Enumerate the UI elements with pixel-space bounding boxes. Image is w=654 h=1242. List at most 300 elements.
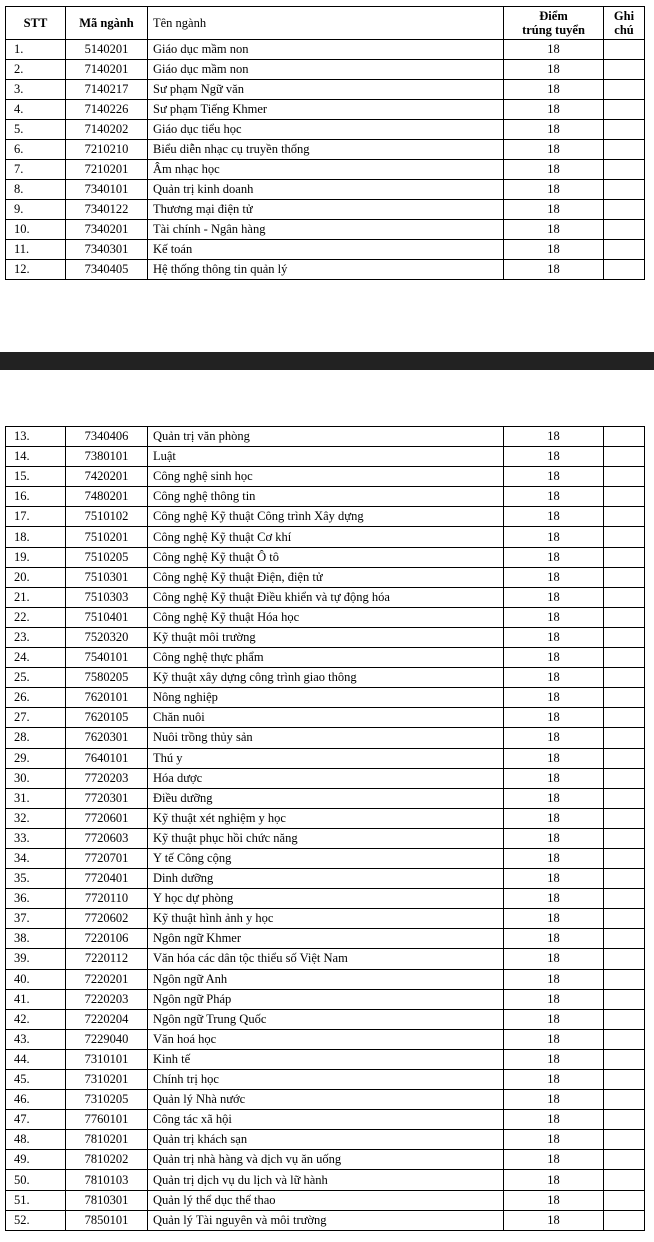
row-stt: 5. bbox=[6, 120, 66, 140]
table-row bbox=[6, 648, 645, 668]
row-note bbox=[604, 1009, 645, 1029]
table-row bbox=[6, 487, 645, 507]
table-row bbox=[6, 120, 645, 140]
row-stt: 20. bbox=[6, 567, 66, 587]
row-code: 5140201 bbox=[66, 40, 148, 60]
row-stt: 42. bbox=[6, 1009, 66, 1029]
row-note bbox=[604, 587, 645, 607]
row-note bbox=[604, 969, 645, 989]
table-row bbox=[6, 708, 645, 728]
row-score: 18 bbox=[504, 240, 604, 260]
row-note bbox=[604, 200, 645, 220]
row-name: Nuôi trồng thủy sản bbox=[148, 728, 504, 748]
row-code: 7310201 bbox=[66, 1070, 148, 1090]
row-score: 18 bbox=[504, 527, 604, 547]
table-row bbox=[6, 788, 645, 808]
row-stt: 18. bbox=[6, 527, 66, 547]
row-stt: 3. bbox=[6, 80, 66, 100]
row-stt: 27. bbox=[6, 708, 66, 728]
row-note bbox=[604, 140, 645, 160]
row-name: Ngôn ngữ Anh bbox=[148, 969, 504, 989]
table-row bbox=[6, 889, 645, 909]
row-score: 18 bbox=[504, 587, 604, 607]
row-score: 18 bbox=[504, 668, 604, 688]
row-code: 7510301 bbox=[66, 567, 148, 587]
row-note bbox=[604, 768, 645, 788]
table-row bbox=[6, 1190, 645, 1210]
row-note bbox=[604, 220, 645, 240]
row-score: 18 bbox=[504, 869, 604, 889]
row-score: 18 bbox=[504, 567, 604, 587]
row-code: 7220201 bbox=[66, 969, 148, 989]
row-name: Nông nghiệp bbox=[148, 688, 504, 708]
row-stt: 10. bbox=[6, 220, 66, 240]
row-note bbox=[604, 869, 645, 889]
row-score: 18 bbox=[504, 909, 604, 929]
row-stt: 12. bbox=[6, 260, 66, 280]
row-stt: 4. bbox=[6, 100, 66, 120]
row-code: 7520320 bbox=[66, 627, 148, 647]
row-code: 7850101 bbox=[66, 1210, 148, 1230]
row-name: Thương mại điện tử bbox=[148, 200, 504, 220]
row-score: 18 bbox=[504, 1029, 604, 1049]
row-stt: 13. bbox=[6, 427, 66, 447]
table-row bbox=[6, 848, 645, 868]
row-note bbox=[604, 909, 645, 929]
row-name: Quản trị văn phòng bbox=[148, 427, 504, 447]
row-code: 7720601 bbox=[66, 808, 148, 828]
row-stt: 24. bbox=[6, 648, 66, 668]
row-stt: 19. bbox=[6, 547, 66, 567]
row-score: 18 bbox=[504, 80, 604, 100]
table-row bbox=[6, 140, 645, 160]
row-score: 18 bbox=[504, 788, 604, 808]
row-score: 18 bbox=[504, 160, 604, 180]
row-note bbox=[604, 447, 645, 467]
table-row bbox=[6, 668, 645, 688]
row-code: 7220204 bbox=[66, 1009, 148, 1029]
table-row bbox=[6, 627, 645, 647]
row-code: 7510401 bbox=[66, 607, 148, 627]
row-code: 7720110 bbox=[66, 889, 148, 909]
row-code: 7480201 bbox=[66, 487, 148, 507]
table-row bbox=[6, 200, 645, 220]
row-score: 18 bbox=[504, 889, 604, 909]
admission-table-part2 bbox=[5, 426, 645, 1231]
row-name: Tài chính - Ngân hàng bbox=[148, 220, 504, 240]
row-stt: 45. bbox=[6, 1070, 66, 1090]
row-note bbox=[604, 1049, 645, 1069]
row-name: Công nghệ Kỹ thuật Cơ khí bbox=[148, 527, 504, 547]
row-note bbox=[604, 1090, 645, 1110]
row-stt: 7. bbox=[6, 160, 66, 180]
row-note bbox=[604, 487, 645, 507]
row-name: Chăn nuôi bbox=[148, 708, 504, 728]
row-name: Công nghệ Kỹ thuật Công trình Xây dựng bbox=[148, 507, 504, 527]
row-score: 18 bbox=[504, 220, 604, 240]
row-name: Ngôn ngữ Pháp bbox=[148, 989, 504, 1009]
row-score: 18 bbox=[504, 768, 604, 788]
row-name: Kinh tế bbox=[148, 1049, 504, 1069]
row-stt: 43. bbox=[6, 1029, 66, 1049]
row-stt: 49. bbox=[6, 1150, 66, 1170]
row-stt: 35. bbox=[6, 869, 66, 889]
row-note bbox=[604, 1150, 645, 1170]
row-note bbox=[604, 1190, 645, 1210]
table-row bbox=[6, 1130, 645, 1150]
row-score: 18 bbox=[504, 1049, 604, 1069]
row-name: Y tế Công cộng bbox=[148, 848, 504, 868]
row-stt: 15. bbox=[6, 467, 66, 487]
row-stt: 16. bbox=[6, 487, 66, 507]
table-row bbox=[6, 220, 645, 240]
row-name: Sư phạm Ngữ văn bbox=[148, 80, 504, 100]
row-score: 18 bbox=[504, 487, 604, 507]
row-note bbox=[604, 728, 645, 748]
table-row bbox=[6, 80, 645, 100]
table-row bbox=[6, 1009, 645, 1029]
row-note bbox=[604, 1130, 645, 1150]
row-note bbox=[604, 808, 645, 828]
row-score: 18 bbox=[504, 969, 604, 989]
row-stt: 34. bbox=[6, 848, 66, 868]
row-stt: 40. bbox=[6, 969, 66, 989]
row-name: Hệ thống thông tin quản lý bbox=[148, 260, 504, 280]
row-code: 7540101 bbox=[66, 648, 148, 668]
row-score: 18 bbox=[504, 949, 604, 969]
row-note bbox=[604, 240, 645, 260]
row-note bbox=[604, 40, 645, 60]
table-body-part2 bbox=[6, 427, 645, 1231]
row-stt: 37. bbox=[6, 909, 66, 929]
row-note bbox=[604, 627, 645, 647]
row-stt: 52. bbox=[6, 1210, 66, 1230]
row-stt: 36. bbox=[6, 889, 66, 909]
row-code: 7720602 bbox=[66, 909, 148, 929]
row-name: Kỹ thuật xây dựng công trình giao thông bbox=[148, 668, 504, 688]
row-score: 18 bbox=[504, 200, 604, 220]
row-name: Công nghệ thực phẩm bbox=[148, 648, 504, 668]
row-code: 7510102 bbox=[66, 507, 148, 527]
row-score: 18 bbox=[504, 120, 604, 140]
row-note bbox=[604, 1070, 645, 1090]
row-name: Y học dự phòng bbox=[148, 889, 504, 909]
row-code: 7810301 bbox=[66, 1190, 148, 1210]
header-note bbox=[604, 7, 645, 40]
row-note bbox=[604, 989, 645, 1009]
table-row bbox=[6, 180, 645, 200]
row-code: 7220106 bbox=[66, 929, 148, 949]
row-code: 7810202 bbox=[66, 1150, 148, 1170]
row-stt: 14. bbox=[6, 447, 66, 467]
row-name: Quản trị kinh doanh bbox=[148, 180, 504, 200]
table-row bbox=[6, 929, 645, 949]
row-note bbox=[604, 1210, 645, 1230]
row-score: 18 bbox=[504, 929, 604, 949]
row-score: 18 bbox=[504, 748, 604, 768]
row-note bbox=[604, 828, 645, 848]
row-name: Quản trị dịch vụ du lịch và lữ hành bbox=[148, 1170, 504, 1190]
row-note bbox=[604, 467, 645, 487]
row-score: 18 bbox=[504, 728, 604, 748]
table-row bbox=[6, 427, 645, 447]
row-name: Giáo dục mầm non bbox=[148, 60, 504, 80]
table-row bbox=[6, 60, 645, 80]
row-name: Hóa dược bbox=[148, 768, 504, 788]
row-score: 18 bbox=[504, 507, 604, 527]
table-row bbox=[6, 1110, 645, 1130]
row-note bbox=[604, 949, 645, 969]
row-score: 18 bbox=[504, 260, 604, 280]
row-note bbox=[604, 547, 645, 567]
row-stt: 8. bbox=[6, 180, 66, 200]
table-row bbox=[6, 527, 645, 547]
row-name: Điều dưỡng bbox=[148, 788, 504, 808]
row-name: Kỹ thuật hình ảnh y học bbox=[148, 909, 504, 929]
row-stt: 25. bbox=[6, 668, 66, 688]
row-name: Biểu diễn nhạc cụ truyền thống bbox=[148, 140, 504, 160]
row-note bbox=[604, 180, 645, 200]
row-name: Công nghệ sinh học bbox=[148, 467, 504, 487]
row-note bbox=[604, 848, 645, 868]
table-row bbox=[6, 467, 645, 487]
table-row bbox=[6, 507, 645, 527]
table-row bbox=[6, 808, 645, 828]
table-row bbox=[6, 828, 645, 848]
row-stt: 1. bbox=[6, 40, 66, 60]
row-score: 18 bbox=[504, 1150, 604, 1170]
row-name: Kế toán bbox=[148, 240, 504, 260]
row-score: 18 bbox=[504, 648, 604, 668]
row-code: 7340301 bbox=[66, 240, 148, 260]
row-name: Sư phạm Tiếng Khmer bbox=[148, 100, 504, 120]
row-score: 18 bbox=[504, 1130, 604, 1150]
row-name: Kỹ thuật phục hồi chức năng bbox=[148, 828, 504, 848]
table-header-row bbox=[6, 7, 645, 40]
row-code: 7340201 bbox=[66, 220, 148, 240]
row-stt: 28. bbox=[6, 728, 66, 748]
row-code: 7510201 bbox=[66, 527, 148, 547]
row-name: Công nghệ thông tin bbox=[148, 487, 504, 507]
row-note bbox=[604, 688, 645, 708]
row-name: Âm nhạc học bbox=[148, 160, 504, 180]
table-row bbox=[6, 969, 645, 989]
row-stt: 44. bbox=[6, 1049, 66, 1069]
row-stt: 39. bbox=[6, 949, 66, 969]
row-code: 7810201 bbox=[66, 1130, 148, 1150]
row-note bbox=[604, 427, 645, 447]
table-row bbox=[6, 260, 645, 280]
row-name: Giáo dục tiểu học bbox=[148, 120, 504, 140]
row-name: Kỹ thuật xét nghiệm y học bbox=[148, 808, 504, 828]
row-code: 7380101 bbox=[66, 447, 148, 467]
row-stt: 48. bbox=[6, 1130, 66, 1150]
table-row bbox=[6, 160, 645, 180]
page-divider bbox=[0, 352, 654, 370]
row-code: 7340405 bbox=[66, 260, 148, 280]
admission-table-part1 bbox=[5, 6, 645, 280]
row-stt: 6. bbox=[6, 140, 66, 160]
row-note bbox=[604, 1029, 645, 1049]
table-row bbox=[6, 1210, 645, 1230]
row-code: 7310101 bbox=[66, 1049, 148, 1069]
row-name: Văn hoá học bbox=[148, 1029, 504, 1049]
row-code: 7420201 bbox=[66, 467, 148, 487]
row-stt: 32. bbox=[6, 808, 66, 828]
row-stt: 29. bbox=[6, 748, 66, 768]
row-score: 18 bbox=[504, 467, 604, 487]
table-row bbox=[6, 1150, 645, 1170]
row-note bbox=[604, 607, 645, 627]
row-code: 7720301 bbox=[66, 788, 148, 808]
row-name: Quản trị nhà hàng và dịch vụ ăn uống bbox=[148, 1150, 504, 1170]
row-name: Kỹ thuật môi trường bbox=[148, 627, 504, 647]
table-row bbox=[6, 567, 645, 587]
table-row bbox=[6, 728, 645, 748]
row-stt: 11. bbox=[6, 240, 66, 260]
row-code: 7720203 bbox=[66, 768, 148, 788]
row-code: 7140201 bbox=[66, 60, 148, 80]
row-score: 18 bbox=[504, 989, 604, 1009]
row-code: 7720401 bbox=[66, 869, 148, 889]
row-score: 18 bbox=[504, 427, 604, 447]
row-note bbox=[604, 527, 645, 547]
row-name: Công nghệ Kỹ thuật Điều khiển và tự động hóa bbox=[148, 587, 504, 607]
row-score: 18 bbox=[504, 1170, 604, 1190]
row-code: 7720701 bbox=[66, 848, 148, 868]
table-row bbox=[6, 869, 645, 889]
table-row bbox=[6, 547, 645, 567]
row-stt: 22. bbox=[6, 607, 66, 627]
header-score bbox=[504, 7, 604, 40]
row-score: 18 bbox=[504, 100, 604, 120]
row-name: Ngôn ngữ Khmer bbox=[148, 929, 504, 949]
row-score: 18 bbox=[504, 40, 604, 60]
row-note bbox=[604, 100, 645, 120]
row-code: 7640101 bbox=[66, 748, 148, 768]
row-score: 18 bbox=[504, 1009, 604, 1029]
row-note bbox=[604, 788, 645, 808]
row-code: 7220112 bbox=[66, 949, 148, 969]
row-stt: 41. bbox=[6, 989, 66, 1009]
row-note bbox=[604, 708, 645, 728]
row-name: Ngôn ngữ Trung Quốc bbox=[148, 1009, 504, 1029]
row-stt: 17. bbox=[6, 507, 66, 527]
row-stt: 38. bbox=[6, 929, 66, 949]
row-code: 7510205 bbox=[66, 547, 148, 567]
row-code: 7580205 bbox=[66, 668, 148, 688]
row-note bbox=[604, 929, 645, 949]
row-score: 18 bbox=[504, 1210, 604, 1230]
table-row bbox=[6, 447, 645, 467]
row-score: 18 bbox=[504, 60, 604, 80]
row-note bbox=[604, 60, 645, 80]
row-code: 7229040 bbox=[66, 1029, 148, 1049]
row-code: 7340101 bbox=[66, 180, 148, 200]
row-code: 7620101 bbox=[66, 688, 148, 708]
row-score: 18 bbox=[504, 447, 604, 467]
row-stt: 23. bbox=[6, 627, 66, 647]
row-name: Luật bbox=[148, 447, 504, 467]
row-note bbox=[604, 160, 645, 180]
row-name: Quản trị khách sạn bbox=[148, 1130, 504, 1150]
row-score: 18 bbox=[504, 627, 604, 647]
row-note bbox=[604, 120, 645, 140]
row-score: 18 bbox=[504, 808, 604, 828]
row-stt: 30. bbox=[6, 768, 66, 788]
row-score: 18 bbox=[504, 1090, 604, 1110]
row-note bbox=[604, 668, 645, 688]
table-row bbox=[6, 1090, 645, 1110]
table-row bbox=[6, 949, 645, 969]
row-code: 7620105 bbox=[66, 708, 148, 728]
row-code: 7210210 bbox=[66, 140, 148, 160]
header-note-line2: chú bbox=[614, 23, 634, 37]
row-note bbox=[604, 1110, 645, 1130]
row-code: 7310205 bbox=[66, 1090, 148, 1110]
row-stt: 31. bbox=[6, 788, 66, 808]
table-row bbox=[6, 909, 645, 929]
row-name: Thú y bbox=[148, 748, 504, 768]
row-code: 7760101 bbox=[66, 1110, 148, 1130]
table-row bbox=[6, 1170, 645, 1190]
row-note bbox=[604, 748, 645, 768]
table-row bbox=[6, 688, 645, 708]
row-score: 18 bbox=[504, 607, 604, 627]
table-row bbox=[6, 768, 645, 788]
header-score-line2: trúng tuyển bbox=[522, 23, 585, 37]
row-score: 18 bbox=[504, 547, 604, 567]
row-name: Văn hóa các dân tộc thiểu số Việt Nam bbox=[148, 949, 504, 969]
table-row bbox=[6, 587, 645, 607]
row-stt: 46. bbox=[6, 1090, 66, 1110]
table-row bbox=[6, 1049, 645, 1069]
row-stt: 47. bbox=[6, 1110, 66, 1130]
row-code: 7220203 bbox=[66, 989, 148, 1009]
row-code: 7620301 bbox=[66, 728, 148, 748]
row-code: 7210201 bbox=[66, 160, 148, 180]
table-row bbox=[6, 40, 645, 60]
header-note-line1: Ghi bbox=[613, 9, 635, 23]
row-name: Quản lý Nhà nước bbox=[148, 1090, 504, 1110]
row-name: Chính trị học bbox=[148, 1070, 504, 1090]
row-score: 18 bbox=[504, 1070, 604, 1090]
row-stt: 21. bbox=[6, 587, 66, 607]
row-stt: 50. bbox=[6, 1170, 66, 1190]
table-row bbox=[6, 100, 645, 120]
row-name: Quản lý Tài nguyên và môi trường bbox=[148, 1210, 504, 1230]
row-stt: 26. bbox=[6, 688, 66, 708]
header-stt: STT bbox=[6, 7, 66, 40]
row-note bbox=[604, 507, 645, 527]
table-row bbox=[6, 989, 645, 1009]
row-note bbox=[604, 80, 645, 100]
row-note bbox=[604, 1170, 645, 1190]
row-score: 18 bbox=[504, 708, 604, 728]
row-name: Giáo dục mầm non bbox=[148, 40, 504, 60]
row-score: 18 bbox=[504, 828, 604, 848]
row-name: Công nghệ Kỹ thuật Điện, điện tử bbox=[148, 567, 504, 587]
row-name: Công nghệ Kỹ thuật Ô tô bbox=[148, 547, 504, 567]
row-code: 7140217 bbox=[66, 80, 148, 100]
row-stt: 2. bbox=[6, 60, 66, 80]
row-name: Công nghệ Kỹ thuật Hóa học bbox=[148, 607, 504, 627]
row-code: 7810103 bbox=[66, 1170, 148, 1190]
table-row bbox=[6, 748, 645, 768]
row-stt: 51. bbox=[6, 1190, 66, 1210]
row-score: 18 bbox=[504, 688, 604, 708]
header-score-line1: Điểm bbox=[539, 9, 568, 23]
